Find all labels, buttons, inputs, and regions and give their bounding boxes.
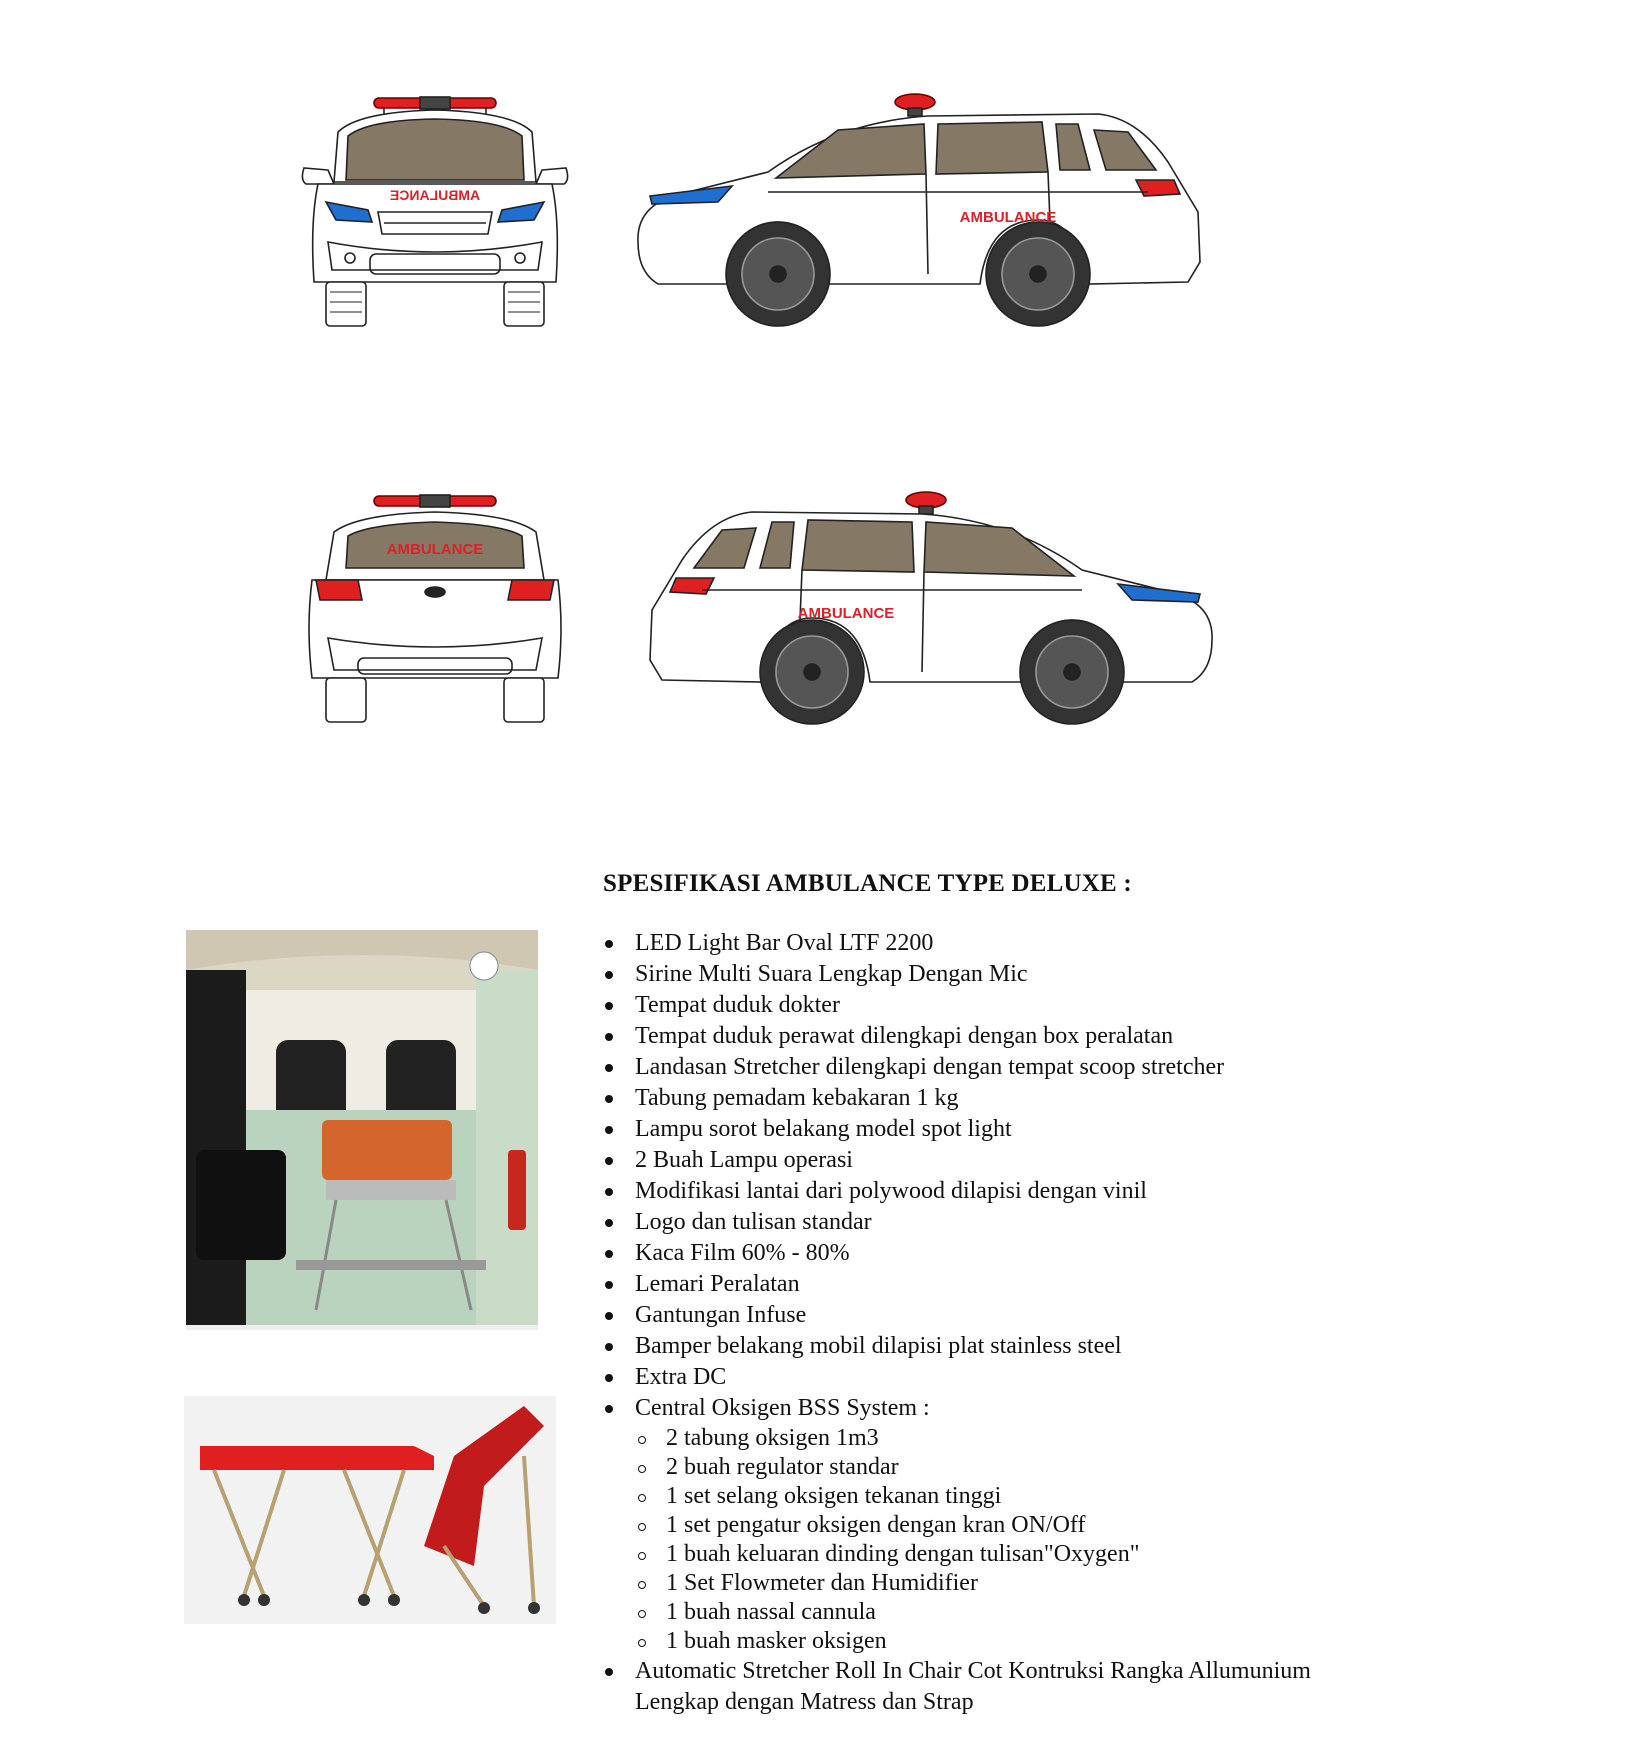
list-item: Kaca Film 60% - 80% xyxy=(603,1238,1613,1269)
ambulance-front-view xyxy=(298,92,572,342)
spec-title: SPESIFIKASI AMBULANCE TYPE DELUXE : xyxy=(603,870,1132,897)
sub-list-item: 1 set pengatur oksigen dengan kran ON/Off xyxy=(635,1511,1613,1540)
sub-list-item: 2 tabung oksigen 1m3 xyxy=(635,1424,1613,1453)
side-right-label: AMBULANCE xyxy=(959,209,1057,226)
front-mirror-label: AMBULANCE xyxy=(389,187,481,203)
ambulance-interior-photo xyxy=(186,930,538,1330)
list-item: 2 Buah Lampu operasi xyxy=(603,1145,1613,1176)
list-item: Landasan Stretcher dilengkapi dengan tempat scoop stretcher xyxy=(603,1052,1613,1083)
list-item: Gantungan Infuse xyxy=(603,1300,1613,1331)
sub-list-item: 1 buah masker oksigen xyxy=(635,1627,1613,1656)
list-item: Tabung pemadam kebakaran 1 kg xyxy=(603,1083,1613,1114)
list-item: Modifikasi lantai dari polywood dilapisi dengan vinil xyxy=(603,1176,1613,1207)
list-item-label: Central Oksigen BSS System : xyxy=(635,1395,930,1421)
list-item: Tempat duduk dokter xyxy=(603,990,1613,1021)
list-item: Lemari Peralatan xyxy=(603,1269,1613,1300)
list-item: Sirine Multi Suara Lengkap Dengan Mic xyxy=(603,959,1613,990)
list-item: Bamper belakang mobil dilapisi plat stainless steel xyxy=(603,1331,1613,1362)
sub-list-item: 2 buah regulator standar xyxy=(635,1453,1613,1482)
list-item: Tempat duduk perawat dilengkapi dengan box peralatan xyxy=(603,1021,1613,1052)
stretcher-photo xyxy=(184,1396,556,1624)
spec-list xyxy=(603,928,1613,1718)
ambulance-side-view-right xyxy=(628,92,1214,344)
ambulance-rear-view xyxy=(298,488,572,738)
sub-list-item: 1 set selang oksigen tekanan tinggi xyxy=(635,1482,1613,1511)
sub-list-item: 1 buah keluaran dinding dengan tulisan"Oxygen" xyxy=(635,1540,1613,1569)
ambulance-side-view-left xyxy=(636,490,1222,742)
list-item-oxygen-system xyxy=(603,1393,1613,1656)
list-item: Lampu sorot belakang model spot light xyxy=(603,1114,1613,1145)
list-item: Logo dan tulisan standar xyxy=(603,1207,1613,1238)
side-left-label: AMBULANCE xyxy=(797,605,895,622)
rear-label: AMBULANCE xyxy=(386,541,484,558)
list-item: Automatic Stretcher Roll In Chair Cot Kontruksi Rangka Allumunium Lengkap dengan Matress dan Strap xyxy=(603,1656,1355,1718)
list-item: LED Light Bar Oval LTF 2200 xyxy=(603,928,1613,959)
sub-list-item: 1 buah nassal cannula xyxy=(635,1598,1613,1627)
oxygen-sub-list xyxy=(635,1424,1613,1656)
sub-list-item: 1 Set Flowmeter dan Humidifier xyxy=(635,1569,1613,1598)
list-item: Extra DC xyxy=(603,1362,1613,1393)
